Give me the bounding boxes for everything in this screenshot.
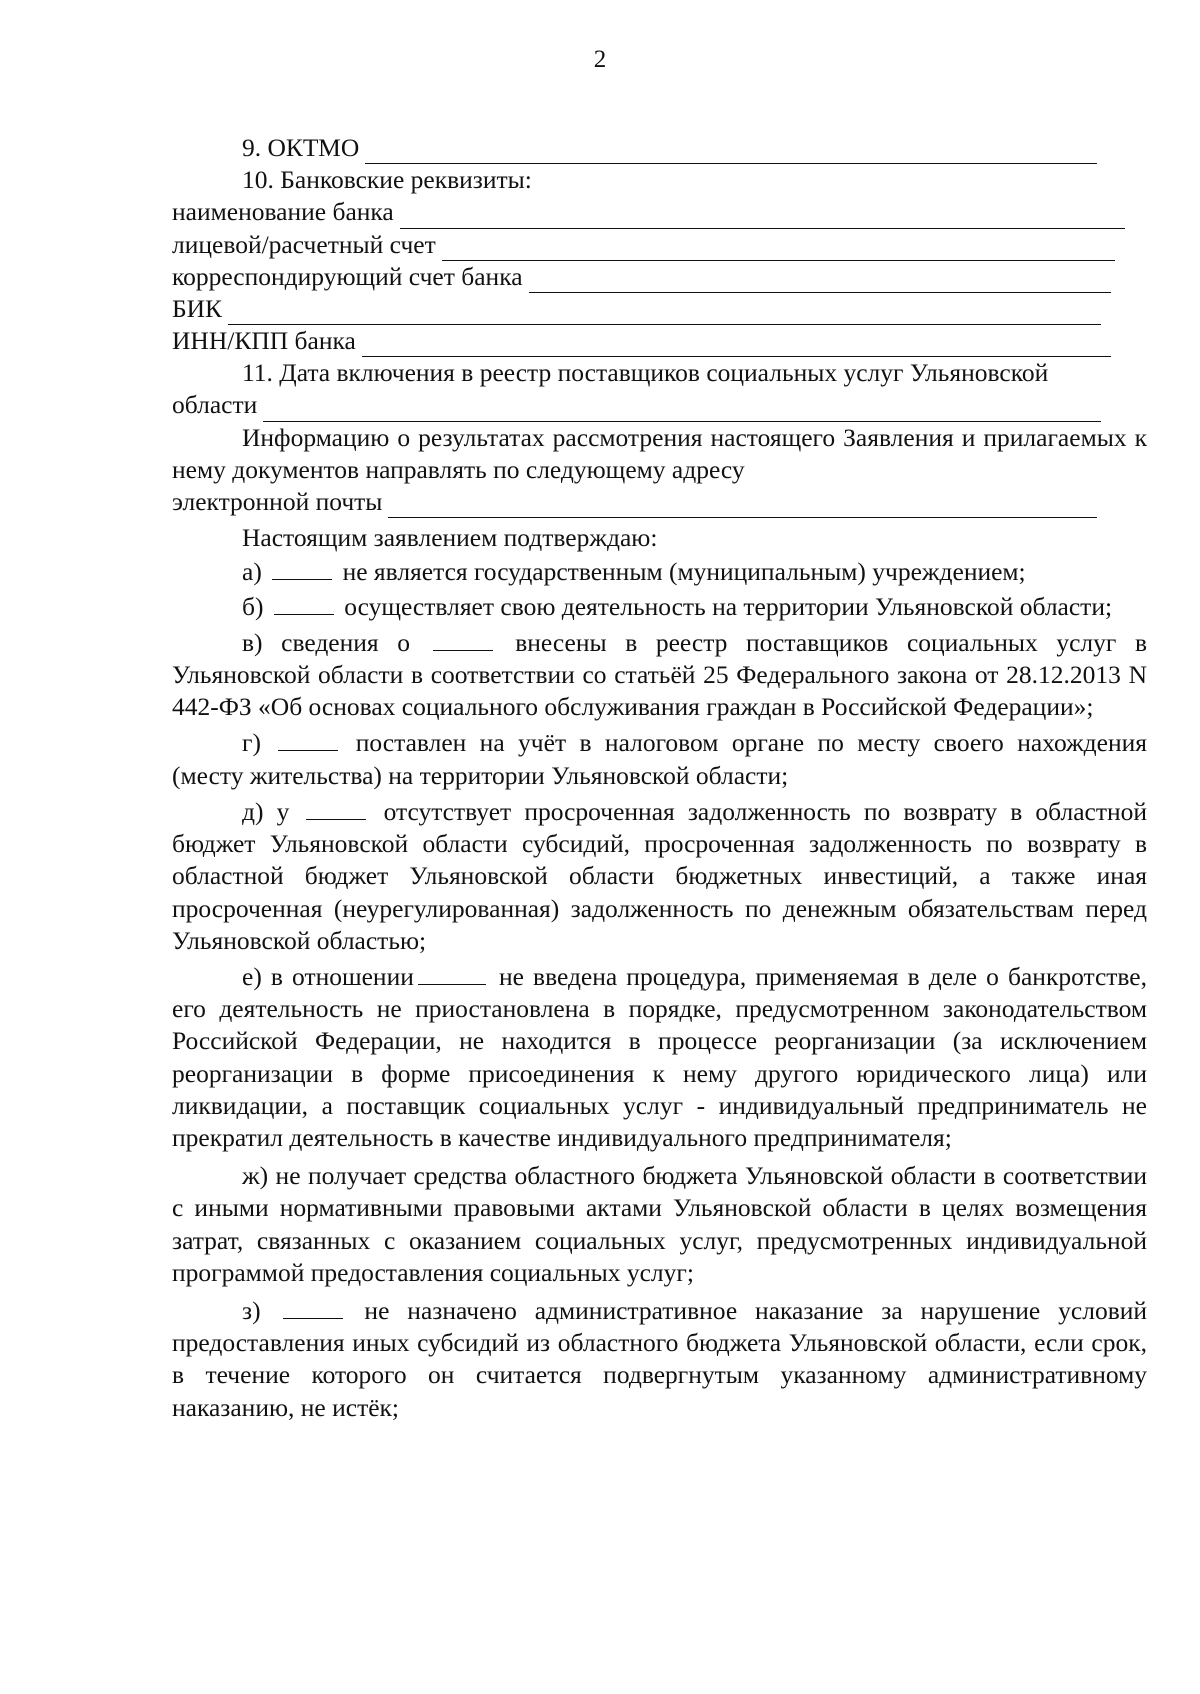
account-line	[172, 229, 1147, 261]
item-z	[172, 1295, 1147, 1424]
item-b-blank[interactable]	[274, 594, 334, 615]
item-e-text: не введена процедура, применяемая в деле о банкротстве, его деятельность не приостановлена в порядке, предусмотренном законодательством Российской Федерации, не находится в процессе реорганизации (за исключением реорганизации в форме присоединения к нему другого юридического лица) или ликвидации, а поставщик социальных услуг - индивидуальный предприниматель не прекратил деятельность в качестве индивидуального предпринимателя;	[172, 961, 1148, 1152]
bank-header: 10. Банковские реквизиты:	[242, 165, 532, 195]
item-z-blank[interactable]	[283, 1298, 343, 1319]
bank-name-label: наименование банка	[172, 197, 394, 227]
item-z-text: не назначено административное наказание за нарушение условий предоставления иных субсидий из областного бюджета Ульяновской области, если срок, в течение которого он считается подвергнутым указанному административному наказанию, не истёк;	[172, 1295, 1148, 1422]
bank-header-line	[172, 164, 1147, 196]
oktmo-field[interactable]	[365, 141, 1097, 164]
email-label: электронной почты	[172, 487, 383, 517]
email-field[interactable]	[388, 495, 1097, 518]
email-paragraph: Информацию о результатах рассмотрения настоящего Заявления и прилагаемых к нему документов направлять по следующему адресу	[172, 422, 1147, 484]
registry-date-field[interactable]	[263, 399, 1101, 422]
bank-name-field[interactable]	[400, 206, 1125, 229]
item-b	[172, 591, 1147, 623]
item-d-blank[interactable]	[306, 799, 366, 820]
item-v-label: в) сведения о	[242, 627, 411, 657]
bank-name-line	[172, 196, 1147, 228]
item-g	[172, 727, 1147, 791]
item-e	[172, 961, 1147, 1154]
registry-date-label: 11. Дата включения в реестр поставщиков социальных услуг Ульяновской	[242, 358, 1049, 388]
corr-account-line	[172, 261, 1147, 293]
account-field[interactable]	[442, 238, 1115, 261]
confirm-header: Настоящим заявлением подтверждаю:	[242, 523, 658, 553]
account-label: лицевой/расчетный счет	[172, 229, 436, 259]
bik-field[interactable]	[228, 302, 1101, 325]
inn-kpp-line	[172, 325, 1147, 357]
item-v-blank[interactable]	[433, 630, 493, 651]
corr-account-field[interactable]	[529, 270, 1111, 293]
item-g-text: поставлен на учёт в налоговом органе по месту своего нахождения (месту жительства) на территории Ульяновской области;	[172, 728, 1147, 790]
item-a-blank[interactable]	[272, 559, 332, 580]
inn-kpp-label: ИНН/КПП банка	[172, 326, 356, 356]
item-v	[172, 627, 1147, 724]
item-e-blank[interactable]	[418, 964, 486, 985]
item-g-label: г)	[242, 728, 261, 758]
registry-date-label-2: области	[172, 390, 258, 420]
oktmo-line	[172, 132, 1147, 164]
item-d-text: отсутствует просроченная задолженность по возврату в областной бюджет Ульяновской области субсидий, просроченная задолженность по возврату в областной бюджет Ульяновской области бюджетных инвестиций, а также иная просроченная (неурегулированная) задолженность по денежным обязательствам перед Ульяновской областью;	[172, 796, 1148, 955]
item-a-label: а)	[242, 557, 262, 587]
registry-date-line-2	[172, 390, 1147, 422]
corr-account-label: корреспондирующий счет банка	[172, 261, 523, 291]
bik-label: БИК	[172, 293, 223, 323]
email-line	[172, 486, 1147, 518]
confirm-header-line	[172, 522, 1147, 554]
registry-date-line-1	[172, 357, 1147, 389]
item-b-text: осуществляет свою деятельность на территории Ульяновской области;	[344, 591, 1113, 621]
item-b-label: б)	[242, 591, 264, 621]
item-z-label: з)	[242, 1295, 261, 1325]
inn-kpp-field[interactable]	[362, 334, 1111, 357]
item-e-label: е) в отношении	[242, 961, 414, 991]
item-a	[172, 556, 1147, 588]
item-g-blank[interactable]	[278, 730, 338, 751]
oktmo-label: 9. ОКТМО	[242, 132, 360, 162]
item-d-label: д) у	[242, 796, 290, 826]
document-body	[172, 132, 1147, 1424]
page-number: 2	[593, 46, 607, 73]
item-a-text: не является государственным (муниципальным) учреждением;	[342, 557, 1026, 587]
bik-line	[172, 293, 1147, 325]
item-v-text: внесены в реестр поставщиков социальных услуг в Ульяновской области в соответствии со статьёй 25 Федерального закона от 28.12.2013 N 442-ФЗ «Об основах социального обслуживания граждан в Российской Федерации»;	[172, 627, 1147, 722]
item-zh: ж) не получает средства областного бюджета Ульяновской области в соответствии с иными нормативными правовыми актами Ульяновской области в целях возмещения затрат, связанных с оказанием социальных услуг, предусмотренных индивидуальной программой предоставления социальных услуг;	[172, 1161, 1147, 1287]
item-d	[172, 796, 1147, 957]
